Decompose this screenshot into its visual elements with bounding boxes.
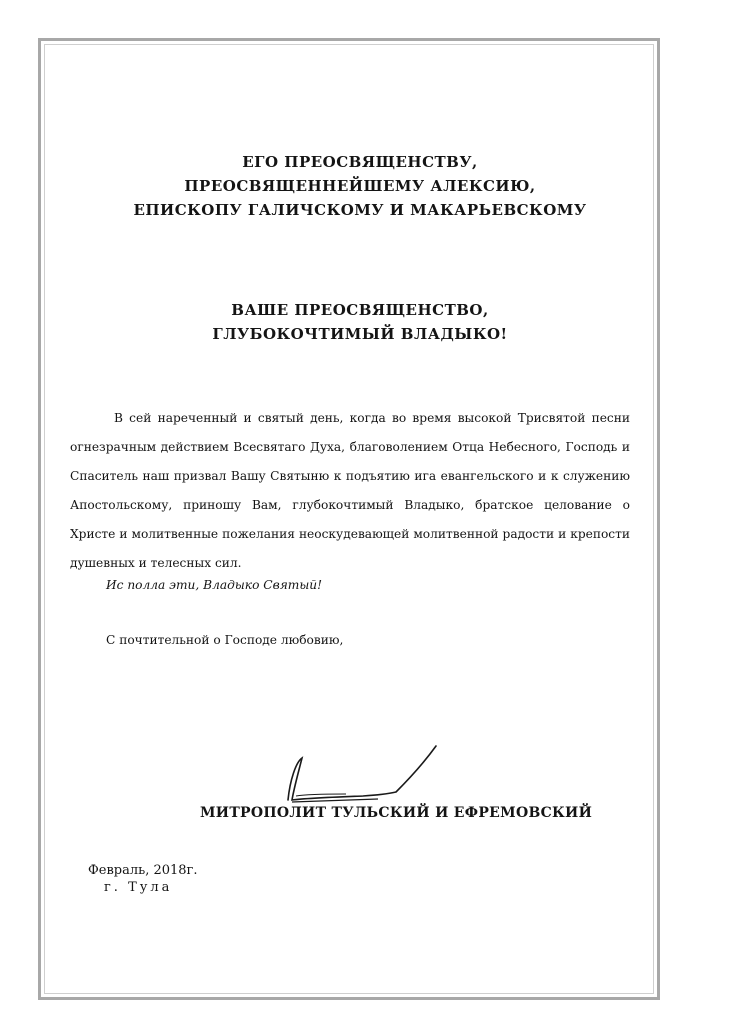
- greeting-line-1: ВАШЕ ПРЕОСВЯЩЕНСТВО,: [231, 301, 489, 319]
- letter-date: Февраль, 2018г.: [88, 863, 198, 878]
- body-line-5: Владыко, братское целование о Христе и молитвенные пожелания: [70, 498, 630, 541]
- body-line-3: Господь и Спаситель наш призвал Вашу Святыню к подъятию ига: [70, 440, 630, 483]
- addressee-line-1: ЕГО ПРЕОСВЯЩЕНСТВУ,: [242, 153, 478, 171]
- letter-body: [70, 404, 630, 578]
- signer-title: МИТРОПОЛИТ ТУЛЬСКИЙ И ЕФРЕМОВСКИЙ: [200, 805, 593, 821]
- addressee-block: [120, 150, 600, 222]
- body-paragraph: [70, 404, 630, 578]
- closing-line: С почтительной о Господе любовию,: [106, 633, 344, 647]
- greeting-block: [120, 298, 600, 346]
- body-line-6: неоскудевающей молитвенной радости и крепости душевных и телесных сил.: [70, 527, 630, 570]
- letter-city: г. Тула: [104, 880, 173, 895]
- body-line-1: В сей нареченный и святый день, когда во время высокой Трисвятой песни: [114, 411, 630, 425]
- greeting-line-2: ГЛУБОКОЧТИМЫЙ ВЛАДЫКО!: [212, 325, 508, 343]
- addressee-line-3: ЕПИСКОПУ ГАЛИЧСКОМУ И МАКАРЬЕВСКОМУ: [133, 201, 587, 219]
- addressee-line-2: ПРЕОСВЯЩЕННЕЙШЕМУ АЛЕКСИЮ,: [184, 177, 536, 195]
- wish-line: Ис полла эти, Владыко Святый!: [106, 578, 322, 592]
- handwritten-signature: [268, 740, 448, 810]
- body-line-4: евангельского и к служению Апостольскому, приношу Вам, глубокочтимый: [70, 469, 630, 512]
- body-line-2: огнезрачным действием Всесвятаго Духа, благоволением Отца Небесного,: [70, 440, 561, 454]
